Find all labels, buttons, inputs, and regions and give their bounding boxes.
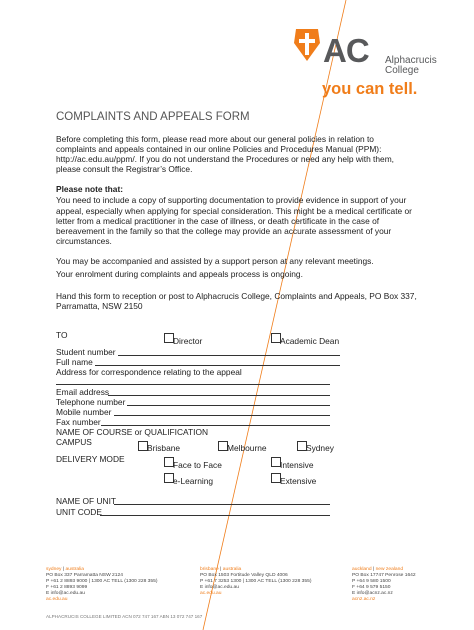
tagline: you can tell. xyxy=(322,80,418,98)
fax-label: Fax number xyxy=(56,417,101,427)
campus-label: CAMPUS xyxy=(56,437,92,447)
intensive-option-label: Intensive xyxy=(280,460,314,470)
footer-line: P +61 7 3253 1300 | 1300 AC TELL (1300 228 355) xyxy=(200,579,312,585)
note-line-5: circumstances. xyxy=(56,236,112,246)
unit-name-field[interactable] xyxy=(114,504,330,505)
footer-line: E info@ac.edu.au xyxy=(46,591,85,597)
note-line-2: appeal, especially when applying for special consideration. This might be a medical certificate or xyxy=(56,206,412,216)
footer-website-link[interactable]: ac.edu.au xyxy=(46,597,68,603)
email-field[interactable] xyxy=(108,395,330,396)
footer-city: brisbane xyxy=(200,567,219,572)
director-option-label: Director xyxy=(173,336,203,346)
melbourne-option-label: Melbourne xyxy=(227,443,267,453)
enrolment-text: Your enrolment during complaints and appeals process is ongoing. xyxy=(56,269,303,279)
full-name-label: Full name xyxy=(56,357,93,367)
footer-line: E info@ac.edu.au xyxy=(200,585,239,591)
logo-shield-icon xyxy=(292,27,322,63)
footer-line: PO Box 17747 Penrose 1642 xyxy=(352,573,416,579)
hand-in-line-1: Hand this form to reception or post to Alphacrucis College, Complaints and Appeals, PO Box 337, xyxy=(56,291,417,301)
sydney-option-label: Sydney xyxy=(306,443,334,453)
intro-line-1: Before completing this form, please read more about our general policies in relation to xyxy=(56,134,374,144)
address-field[interactable] xyxy=(56,384,330,385)
intro-line-3: http://ac.edu.au/ppm/. If you do not understand the Procedures or need any help with them, xyxy=(56,154,395,164)
delivery-mode-label: DELIVERY MODE xyxy=(56,454,125,464)
brisbane-option-label: Brisbane xyxy=(147,443,181,453)
note-line-4: bereavement in the family so that the college may provide an accurate assessment of your xyxy=(56,226,392,236)
telephone-field[interactable] xyxy=(127,405,330,406)
to-label: TO xyxy=(56,330,68,340)
note-line-1: You need to include a copy of supporting documentation to provide evidence in support of your xyxy=(56,195,407,205)
fax-field[interactable] xyxy=(101,425,330,426)
note-line-3: letter from a medical practitioner in the case of illness, or death certificate in the case of xyxy=(56,216,380,226)
footer-line: P +64 9 580 1500 xyxy=(352,579,391,585)
footer-line: F +61 2 8893 9099 xyxy=(46,585,88,591)
mobile-field[interactable] xyxy=(114,415,330,416)
unit-name-label: NAME OF UNIT xyxy=(56,496,117,506)
note-heading: Please note that: xyxy=(56,184,124,194)
student-number-field[interactable] xyxy=(118,355,340,356)
e-learning-option-label: e-Learning xyxy=(173,476,214,486)
footer-region: new zealand xyxy=(375,567,404,572)
footer-line: P +61 2 8893 9000 | 1300 AC TELL (1300 228 355) xyxy=(46,579,158,585)
intro-line-2: complaints and appeals contained in our online Policies and Procedures Manual (PPM): xyxy=(56,144,382,154)
page-title: COMPLAINTS AND APPEALS FORM xyxy=(56,111,250,123)
logo-name-line2: College xyxy=(385,65,419,76)
mobile-label: Mobile number xyxy=(56,407,112,417)
support-person-text: You may be accompanied and assisted by a support person at any relevant meetings. xyxy=(56,256,374,266)
telephone-label: Telephone number xyxy=(56,397,126,407)
footer-brisbane: brisbane | australia PO Box 1503 Fortitude Valley QLD 4006 P +61 7 3253 1300 | 1300 AC TELL (1300 228 355) E info@ac.edu.au ac.edu.au xyxy=(200,567,350,597)
address-label: Address for correspondence relating to the appeal xyxy=(56,367,242,377)
footer-line: E info@acnz.ac.nz xyxy=(352,591,393,597)
unit-code-field[interactable] xyxy=(100,515,330,516)
footer-website-link[interactable]: ac.edu.au xyxy=(200,591,222,597)
logo-name-line1: Alphacrucis xyxy=(385,55,437,66)
footer-sydney: sydney | australia PO Box 337 Parramatta NSW 2124 P +61 2 8893 9000 | 1300 AC TELL (1300 228 355) F +61 2 8893 9099 E info@ac.edu.au ac.edu.au xyxy=(46,567,196,604)
footer-website-link[interactable]: acnz.ac.nz xyxy=(352,597,376,603)
extensive-option-label: Extensive xyxy=(280,476,317,486)
unit-code-label: UNIT CODE xyxy=(56,507,102,517)
footer-region: australia xyxy=(65,567,84,572)
footer-line: F +64 9 579 5150 xyxy=(352,585,391,591)
full-name-field[interactable] xyxy=(95,365,340,366)
footer-region: australia xyxy=(222,567,242,572)
email-label: Email address xyxy=(56,387,110,397)
footer-legal: ALPHACRUCIS COLLEGE LIMITED ACN 072 747 167 ABN 13 072 747 167 xyxy=(46,614,203,619)
student-number-label: Student number xyxy=(56,347,116,357)
footer-city: auckland xyxy=(352,567,372,572)
face-to-face-option-label: Face to Face xyxy=(173,460,222,470)
footer-auckland: auckland | new zealand PO Box 17747 Penrose 1642 P +64 9 580 1500 F +64 9 579 5150 E info@acnz.ac.nz acnz.ac.nz xyxy=(352,567,462,604)
footer-line: PO Box 337 Parramatta NSW 2124 xyxy=(46,573,123,579)
footer-line: PO Box 1503 Fortitude Valley QLD 4006 xyxy=(200,573,288,579)
logo-text: AC xyxy=(323,32,369,69)
academic-dean-option-label: Academic Dean xyxy=(280,336,340,346)
intro-line-4: please consult the Registrar’s Office. xyxy=(56,164,193,174)
footer-city: sydney xyxy=(46,567,62,572)
course-label: NAME OF COURSE or QUALIFICATION xyxy=(56,427,209,437)
hand-in-line-2: Parramatta, NSW 2150 xyxy=(56,301,143,311)
